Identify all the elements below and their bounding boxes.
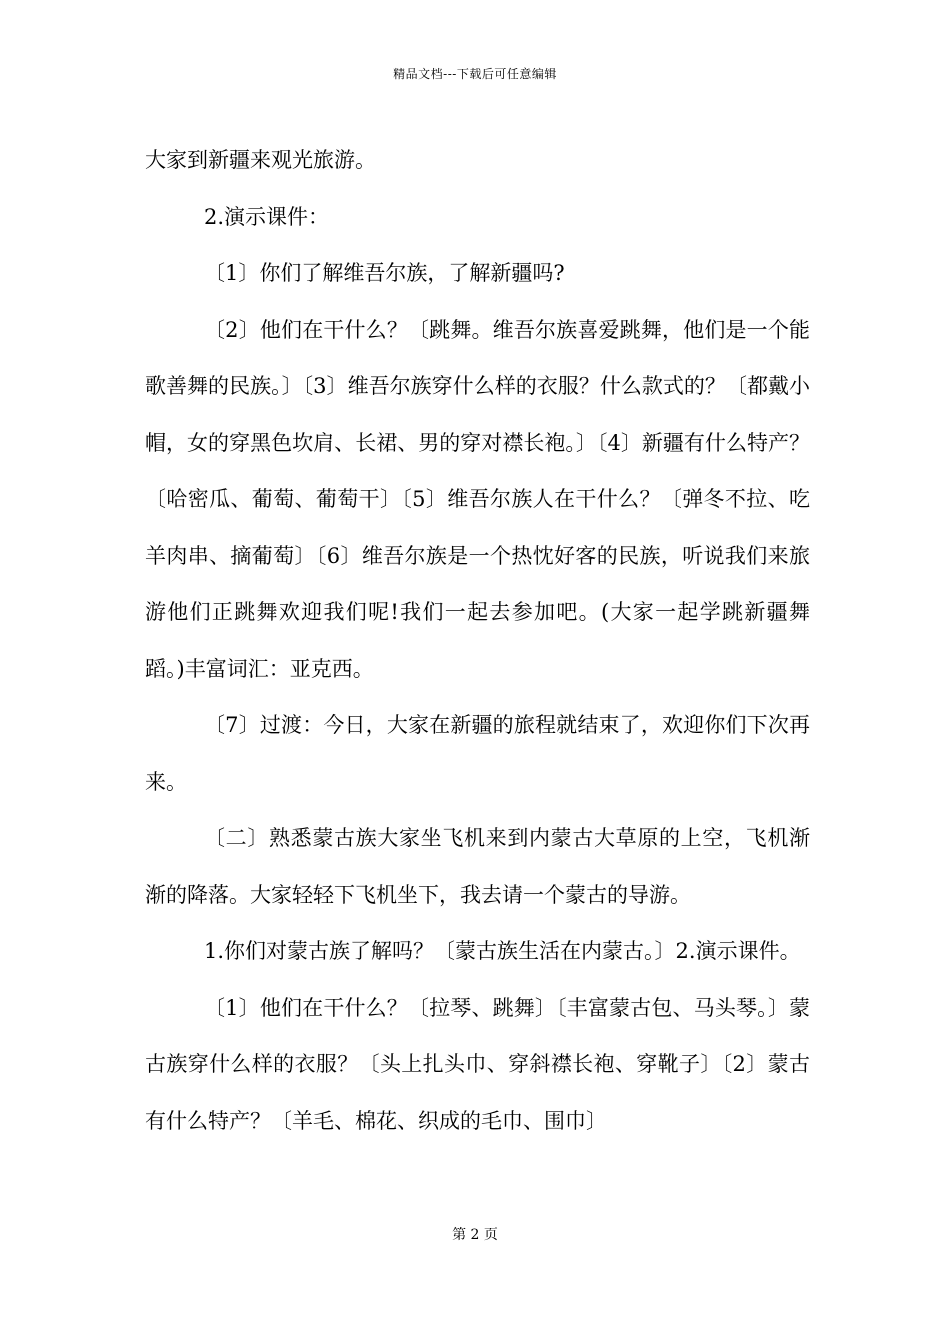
paragraph-uyghur-details: 〔2〕他们在干什么？〔跳舞。维吾尔族喜爱跳舞，他们是一个能歌善舞的民族。〕〔3〕维吾尔族穿什么样的衣服？什么款式的？〔都戴小帽，女的穿黑色坎肩、长裙、男的穿对襟长袍。〕〔4〕新疆有什么特产？〔哈密瓜、葡萄、葡萄干〕〔5〕维吾尔族人在干什么？〔弹冬不拉、吃羊肉串、摘葡萄〕〔6〕维吾尔族是一个热忱好客的民族，听说我们来旅游他们正跳舞欢迎我们呢!我们一起去参加吧。(大家一起学跳新疆舞蹈。)丰富词汇：亚克西。 [145,317,810,681]
paragraph-question-1: 〔1〕你们了解维吾尔族，了解新疆吗? [204,261,565,285]
paragraph-continuation: 大家到新疆来观光旅游。 [145,148,376,172]
page-number: 第 2 页 [452,1227,498,1243]
paragraph-mongolian-question: 1.你们对蒙古族了解吗？〔蒙古族生活在内蒙古。〕2.演示课件。 [204,939,801,963]
paragraph-mongolian-intro: 〔二〕熟悉蒙古族大家坐飞机来到内蒙古大草原的上空，飞机渐渐的降落。大家轻轻下飞机坐下，我去请一个蒙古的导游。 [145,826,810,907]
document-body [145,132,810,1149]
page-header: 精品文档---下载后可任意编辑 [393,67,557,81]
paragraph-demo-courseware: 2.演示课件： [204,204,330,229]
paragraph-mongolian-details: 〔1〕他们在干什么？〔拉琴、跳舞〕〔丰富蒙古包、马头琴。〕蒙古族穿什么样的衣服？〔头上扎头巾、穿斜襟长袍、穿靴子〕〔2〕蒙古有什么特产？〔羊毛、棉花、织成的毛巾、围巾〕 [145,995,810,1133]
paragraph-transition: 〔7〕过渡：今日，大家在新疆的旅程就结束了，欢迎你们下次再来。 [145,713,810,794]
